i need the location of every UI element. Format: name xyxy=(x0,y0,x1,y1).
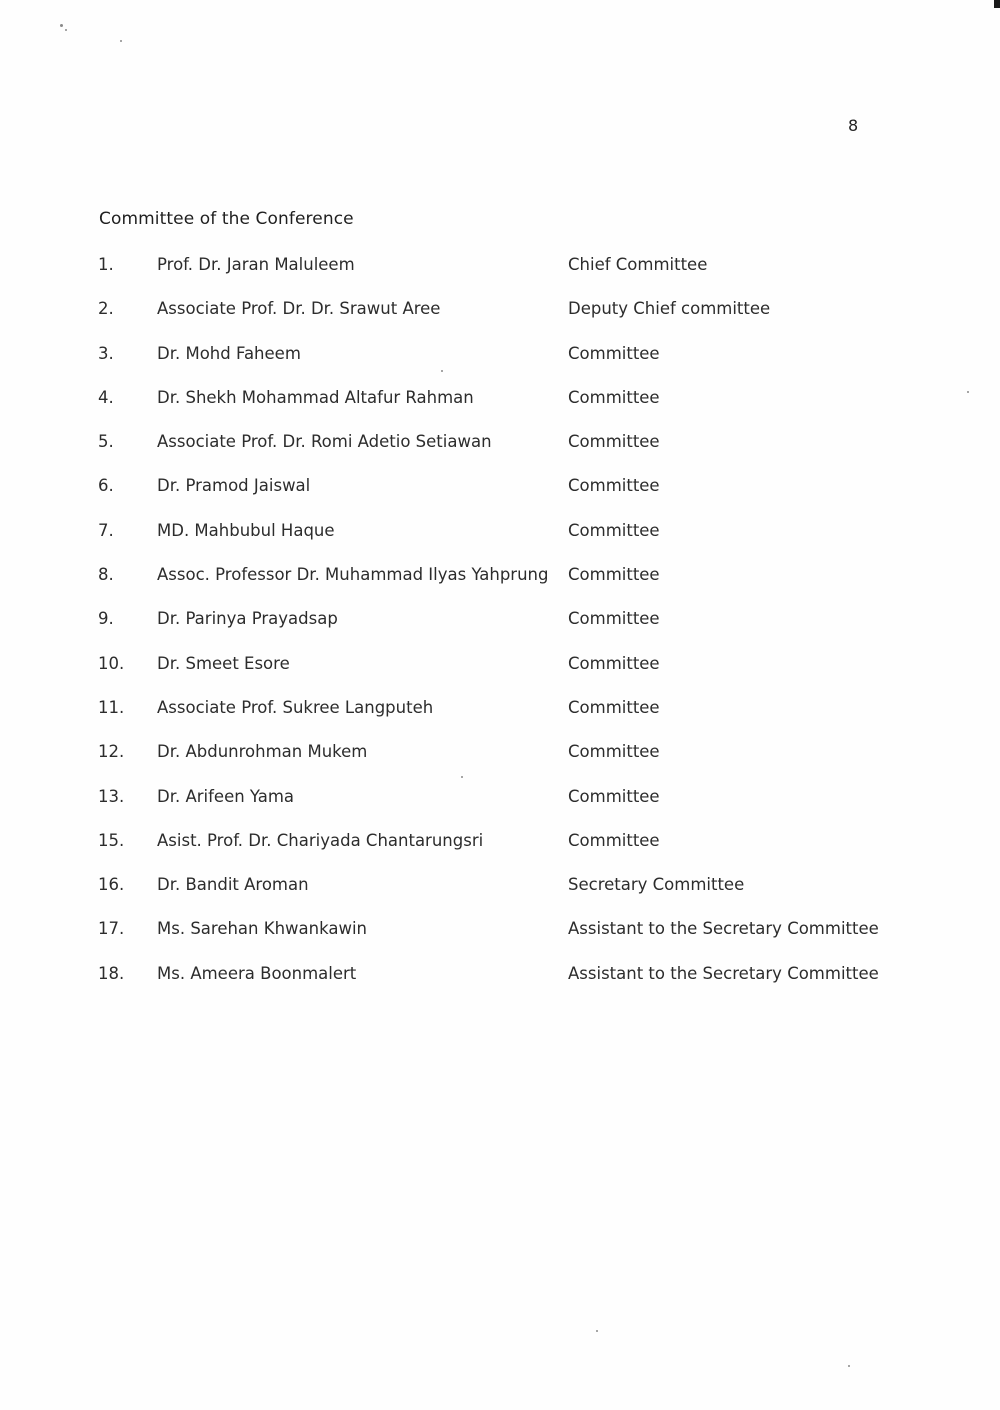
item-number: 13. xyxy=(98,786,125,806)
item-number: 17. xyxy=(98,919,125,939)
list-item xyxy=(0,385,1000,429)
item-number: 6. xyxy=(98,476,114,496)
member-role: Committee xyxy=(568,609,660,629)
member-name: Associate Prof. Sukree Langputeh xyxy=(157,697,434,717)
member-name: Associate Prof. Dr. Dr. Srawut Aree xyxy=(157,299,441,319)
member-name: Assoc. Professor Dr. Muhammad Ilyas Yahprung xyxy=(157,565,549,585)
member-name: Prof. Dr. Jaran Maluleem xyxy=(157,255,355,274)
member-name: Ms. Ameera Boonmalert xyxy=(157,963,357,983)
item-number: 18. xyxy=(98,963,125,983)
member-name: Dr. Shekh Mohammad Altafur Rahman xyxy=(157,387,474,407)
item-number: 3. xyxy=(98,343,114,363)
item-number: 4. xyxy=(98,387,114,407)
member-name: Dr. Abdunrohman Mukem xyxy=(157,742,368,762)
member-role: Committee xyxy=(568,653,660,673)
list-item xyxy=(0,518,1000,562)
item-number: 1. xyxy=(98,255,114,274)
item-number: 12. xyxy=(98,742,125,762)
list-item xyxy=(0,606,1000,650)
member-name: Associate Prof. Dr. Romi Adetio Setiawan xyxy=(157,432,492,452)
member-role: Committee xyxy=(568,343,660,363)
scan-speck xyxy=(65,29,67,31)
scan-speck xyxy=(60,24,63,27)
member-name: Asist. Prof. Dr. Chariyada Chantarungsri xyxy=(157,830,484,850)
list-item xyxy=(0,651,1000,695)
member-name: Dr. Pramod Jaiswal xyxy=(157,476,311,496)
item-number: 7. xyxy=(98,520,114,540)
list-item xyxy=(0,961,1000,1005)
member-role: Committee xyxy=(568,830,660,850)
scan-edge-mark xyxy=(994,0,1000,8)
member-name: Ms. Sarehan Khwankawin xyxy=(157,919,368,939)
list-item xyxy=(0,429,1000,473)
list-item xyxy=(0,828,1000,872)
list-item xyxy=(0,916,1000,960)
member-role: Committee xyxy=(568,565,660,585)
member-name: MD. Mahbubul Haque xyxy=(157,520,335,540)
item-number: 10. xyxy=(98,653,125,673)
list-item xyxy=(0,784,1000,828)
member-role: Committee xyxy=(568,786,660,806)
item-number: 2. xyxy=(98,299,114,319)
scan-speck xyxy=(848,1365,850,1367)
page-heading: Committee of the Conference xyxy=(99,209,354,229)
list-item xyxy=(0,252,1000,296)
scan-speck xyxy=(120,40,122,42)
member-name: Dr. Smeet Esore xyxy=(157,653,290,673)
list-item xyxy=(0,473,1000,517)
page-number: 8 xyxy=(848,116,859,135)
member-name: Dr. Parinya Prayadsap xyxy=(157,609,338,629)
member-role: Committee xyxy=(568,520,660,540)
member-name: Dr. Arifeen Yama xyxy=(157,786,295,806)
list-item xyxy=(0,341,1000,385)
item-number: 15. xyxy=(98,830,125,850)
member-role: Committee xyxy=(568,742,660,762)
member-role: Secretary Committee xyxy=(568,875,745,895)
member-role: Assistant to the Secretary Committee xyxy=(568,963,879,983)
member-name: Dr. Bandit Aroman xyxy=(157,875,309,895)
item-number: 16. xyxy=(98,875,125,895)
item-number: 8. xyxy=(98,565,114,585)
committee-list xyxy=(0,252,1000,1005)
scan-speck xyxy=(596,1330,598,1332)
member-role: Assistant to the Secretary Committee xyxy=(568,919,879,939)
list-item xyxy=(0,296,1000,340)
member-role: Committee xyxy=(568,476,660,496)
item-number: 9. xyxy=(98,609,114,629)
list-item xyxy=(0,739,1000,783)
list-item xyxy=(0,562,1000,606)
member-role: Committee xyxy=(568,697,660,717)
member-role: Deputy Chief committee xyxy=(568,299,771,319)
member-role: Committee xyxy=(568,432,660,452)
item-number: 5. xyxy=(98,432,114,452)
member-name: Dr. Mohd Faheem xyxy=(157,343,301,363)
member-role: Chief Committee xyxy=(568,255,708,274)
item-number: 11. xyxy=(98,697,125,717)
member-role: Committee xyxy=(568,387,660,407)
list-item xyxy=(0,872,1000,916)
list-item xyxy=(0,695,1000,739)
